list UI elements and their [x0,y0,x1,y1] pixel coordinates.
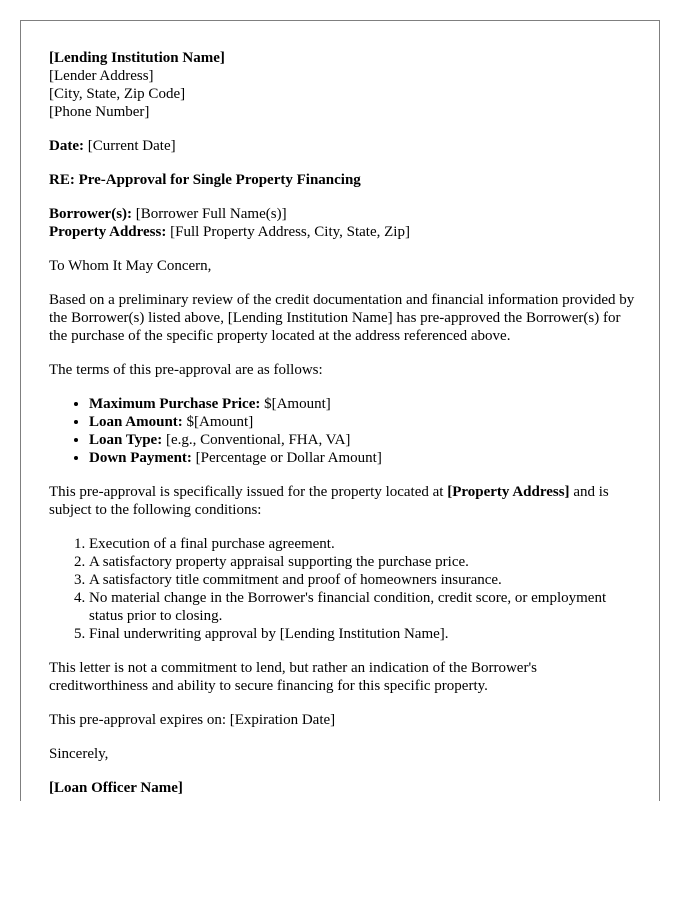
date-label: Date: [49,138,84,154]
list-item: 2. A satisfactory property appraisal supporting the purchase price. [89,553,639,571]
borrower-property-block [49,205,639,241]
date-line [49,137,639,155]
lender-address: [Lender Address] [49,68,154,84]
list-item [89,413,639,431]
list-item [89,431,639,449]
terms-intro: The terms of this pre-approval are as follows: [49,362,323,378]
terms-list [49,395,639,467]
conditions-intro-after: and is subject to the following conditions: [49,484,609,518]
lender-city-state-zip: [City, State, Zip Code] [49,86,186,102]
list-item: 3. A satisfactory title commitment and proof of homeowners insurance. [89,571,639,589]
property-label: Property Address: [49,224,167,240]
expiration-line: This pre-approval expires on: [Expiration Date] [49,712,336,728]
lender-name: [Lending Institution Name] [49,50,225,66]
signature-name [49,779,639,797]
list-item [89,449,639,467]
term-value: [Percentage or Dollar Amount] [195,450,382,466]
subject-text: RE: Pre-Approval for Single Property Financing [49,172,361,188]
property-value: [Full Property Address, City, State, Zip] [170,224,410,240]
borrower-value: [Borrower Full Name(s)] [135,206,287,222]
lender-phone: [Phone Number] [49,104,150,120]
letter-content [49,49,639,801]
list-item: 5. Final underwriting approval by [Lending Institution Name]. [89,625,639,643]
conditions-intro [49,483,639,519]
letter-page [20,20,660,801]
term-value: [e.g., Conventional, FHA, VA] [165,432,351,448]
closing: Sincerely, [49,746,109,762]
salutation: To Whom It May Concern, [49,258,212,274]
subject-line [49,171,639,189]
list-item [89,395,639,413]
conditions-intro-before: This pre-approval is specifically issued for the property located at [49,484,444,500]
term-value: $[Amount] [186,414,254,430]
term-label: Maximum Purchase Price: [89,396,261,412]
lender-header [49,49,639,121]
term-label: Down Payment: [89,450,192,466]
term-label: Loan Amount: [89,414,183,430]
term-value: $[Amount] [264,396,331,412]
conditions-list [49,535,639,643]
date-value: [Current Date] [87,138,176,154]
list-item: 4. No material change in the Borrower's financial condition, credit score, or employment status prior to closing. [89,589,639,625]
intro-paragraph: Based on a preliminary review of the credit documentation and financial information provided by the Borrower(s) listed above, [Lending Institution Name] has pre-approved the Borrower(s) for the purchase of the specific property located at the address referenced above. [49,292,635,344]
list-item: 1. Execution of a final purchase agreement. [89,535,639,553]
term-label: Loan Type: [89,432,163,448]
property-line [49,223,639,241]
borrower-line [49,205,639,223]
conditions-intro-property: [Property Address] [447,484,570,500]
signature-name-text: [Loan Officer Name] [49,780,183,796]
borrower-label: Borrower(s): [49,206,133,222]
disclaimer: This letter is not a commitment to lend, but rather an indication of the Borrower's creditworthiness and ability to secure financing for this specific property. [49,660,537,694]
